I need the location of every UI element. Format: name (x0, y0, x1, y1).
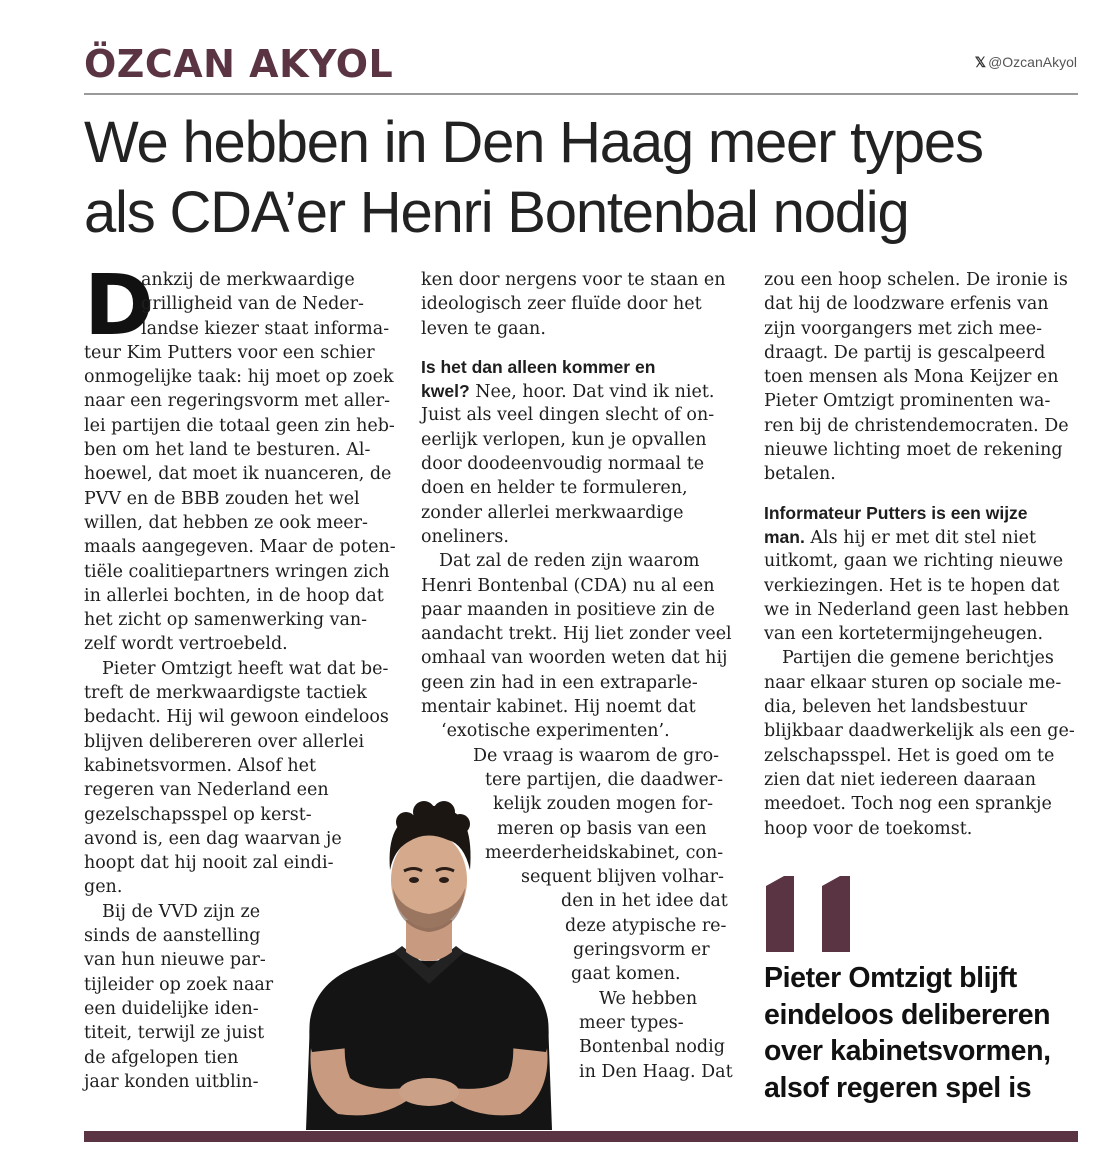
body-line: paar maanden in positieve zin de (421, 599, 715, 620)
pull-quote-line: eindeloos delibereren (764, 998, 1051, 1031)
body-line: ben om het land te besturen. Al- (84, 440, 371, 461)
pull-quote (764, 960, 1084, 1106)
body-line: ren bij de christendemocraten. De (764, 415, 1069, 436)
body-line: dia, beleven het landsbestuur (764, 697, 1028, 718)
body-line: avond is, een dag waarvan je (84, 828, 342, 849)
body-line: zijn voorgangers met zich mee- (764, 318, 1042, 339)
body-line: We hebben (599, 988, 698, 1009)
body-line: het zicht op samenwerking van- (84, 610, 368, 631)
body-line (421, 379, 739, 403)
body-line: de afgelopen tien (84, 1047, 239, 1068)
body-line: titeit, terwijl ze juist (84, 1023, 265, 1044)
body-text: Nee, hoor. Dat vind ik niet. (469, 382, 715, 403)
body-line: nieuwe lichting moet de rekening (764, 440, 1063, 461)
body-line: blijven delibereren over allerlei (84, 731, 365, 752)
body-line: gezelschapsspel op kerst- (84, 804, 312, 825)
author-name: ÖZCAN AKYOL (84, 42, 394, 86)
body-line: hoopt dat hij nooit zal eindi- (84, 853, 334, 874)
x-logo-icon: 𝕏 (974, 54, 987, 70)
pull-quote-line: over kabinetsvormen, (764, 1035, 1051, 1067)
body-line: toen mensen als Mona Keijzer en (764, 367, 1059, 388)
body-line: dat hij de loodzware erfenis van (764, 294, 1049, 315)
body-line: regeren van Nederland een (84, 780, 329, 801)
body-line: zonder allerlei merkwaardige (421, 502, 684, 523)
body-line: zou een hoop schelen. De ironie is (764, 270, 1068, 290)
body-line: van hun nieuwe par- (84, 950, 266, 971)
body-line: Juist als veel dingen slecht of on- (421, 405, 715, 426)
body-line: Bij de VVD zijn ze (102, 901, 261, 922)
body-line: geringsvorm er (573, 940, 710, 961)
subheading-line: Is het dan alleen kommer en (421, 356, 656, 377)
body-line: treft de merkwaardigste tactiek (84, 683, 367, 704)
body-line: naar elkaar sturen op sociale me- (764, 672, 1062, 693)
body-line: oneliners. (421, 526, 509, 547)
body-line: willen, dat hebben ze ook meer- (84, 512, 368, 533)
body-line: in allerlei bochten, in de hoop dat (84, 585, 384, 606)
body-line: blijkbaar daadwerkelijk als een ge- (764, 721, 1075, 742)
body-line: meren op basis van een (497, 818, 707, 839)
body-line: zelf wordt vertroebeld. (84, 634, 288, 655)
body-line: betalen. (764, 464, 836, 485)
body-line: kelijk zouden mogen for- (493, 794, 713, 815)
body-line: Dat zal de reden zijn waarom (439, 551, 700, 572)
body-line: onmogelijke taak: hij moet op zoek (84, 367, 394, 388)
drop-cap: D (84, 256, 154, 354)
subheading-line: Informateur Putters is een wijze (764, 502, 1028, 523)
body-line: grilligheid van de Neder- (141, 294, 364, 315)
body-line: uitkomt, gaan we richting nieuwe (764, 551, 1064, 572)
body-line: ideologisch zeer fluïde door het (421, 294, 702, 315)
twitter-handle[interactable] (975, 54, 1077, 71)
body-line: doen en helder te formuleren, (421, 478, 688, 499)
body-line: geen zin had in een extraparle- (421, 672, 698, 693)
footer-bar (84, 1131, 1078, 1142)
quote-mark-icon (764, 872, 864, 952)
body-line: tiële coalitiepartners wringen zich (84, 561, 390, 582)
body-line: deze atypische re- (565, 915, 727, 936)
body-line: maals aangegeven. Maar de poten- (84, 537, 396, 558)
body-line: in Den Haag. Dat (579, 1061, 733, 1082)
headline-line-2: als CDA’er Henri Bontenbal nodig (84, 180, 909, 245)
author-portrait-photo (298, 770, 560, 1130)
body-line: Partijen die gemene berichtjes (782, 648, 1054, 669)
body-line: hoop voor de toekomst. (764, 818, 973, 839)
body-line: naar een regeringsvorm met aller- (84, 391, 391, 412)
body-line: meerderheidskabinet, con- (485, 842, 724, 863)
body-line: lei partijen die totaal geen zin heb- (84, 415, 395, 436)
body-line: aandacht trekt. Hij liet zonder veel (421, 624, 732, 645)
body-line: ‘exotische experimenten’. (441, 721, 670, 742)
body-line: ankzij de merkwaardige (141, 270, 355, 290)
body-line: landse kiezer staat informa- (141, 318, 390, 339)
pull-quote-line: Pieter Omtzigt blijft (764, 962, 1017, 994)
subheading-inline: kwel? (421, 381, 470, 402)
body-line: gen. (84, 877, 123, 898)
body-line: kabinetsvormen. Alsof het (84, 755, 317, 776)
body-line: tere partijen, die daadwer- (485, 769, 724, 790)
body-line: gaat komen. (571, 964, 681, 985)
body-line: ken door nergens voor te staan en (421, 270, 726, 290)
twitter-handle-text: @OzcanAkyol (988, 54, 1077, 70)
body-line: meedoet. Toch nog een sprankje (764, 794, 1052, 815)
body-line: tijleider op zoek naar (84, 974, 274, 995)
body-line: PVV en de BBB zouden het wel (84, 488, 360, 509)
body-line: zien dat niet iedereen daaraan (764, 769, 1037, 790)
header-divider (84, 93, 1078, 95)
body-text: Als hij er met dit stel niet (804, 527, 1037, 548)
body-line: we in Nederland geen last hebben (764, 599, 1070, 620)
body-line: draagt. De partij is gescalpeerd (764, 342, 1046, 363)
body-line: zelschapsspel. Het is goed om te (764, 745, 1055, 766)
body-line: teur Kim Putters voor een schier (84, 342, 375, 363)
body-line: jaar konden uitblin- (84, 1071, 259, 1092)
body-line: De vraag is waarom de gro- (473, 745, 720, 766)
body-line: meer types- (579, 1012, 684, 1033)
body-line: sequent blijven volhar- (521, 867, 724, 888)
headline (84, 108, 1074, 248)
body-line: verkiezingen. Het is te hopen dat (764, 575, 1060, 596)
body-line: sinds de aanstelling (84, 926, 261, 947)
body-line: Pieter Omtzigt heeft wat dat be- (102, 658, 389, 679)
body-line: leven te gaan. (421, 318, 546, 339)
body-line: omhaal van woorden weten dat hij (421, 648, 728, 669)
body-line: mentair kabinet. Hij noemt dat (421, 697, 696, 718)
subheading-inline: man. (764, 526, 805, 547)
headline-line-1: We hebben in Den Haag meer types (84, 110, 983, 175)
body-line: den in het idee dat (561, 891, 728, 912)
body-line: eerlijk verlopen, kun je opvallen (421, 429, 707, 450)
body-line: hoewel, dat moet ik nuanceren, de (84, 464, 392, 485)
article-column-3 (764, 268, 1080, 841)
body-line: van een kortetermijngeheugen. (764, 624, 1044, 645)
body-line: Pieter Omtzigt prominenten wa- (764, 391, 1051, 412)
body-line: Henri Bontenbal (CDA) nu al een (421, 575, 715, 596)
body-line: door doodeenvoudig normaal te (421, 454, 705, 475)
body-line: Bontenbal nodig (579, 1037, 725, 1058)
body-line: een duidelijke iden- (84, 998, 259, 1019)
body-line (764, 525, 1080, 549)
pull-quote-line: alsof regeren spel is (764, 1071, 1032, 1104)
body-line: bedacht. Hij wil gewoon eindeloos (84, 707, 389, 728)
